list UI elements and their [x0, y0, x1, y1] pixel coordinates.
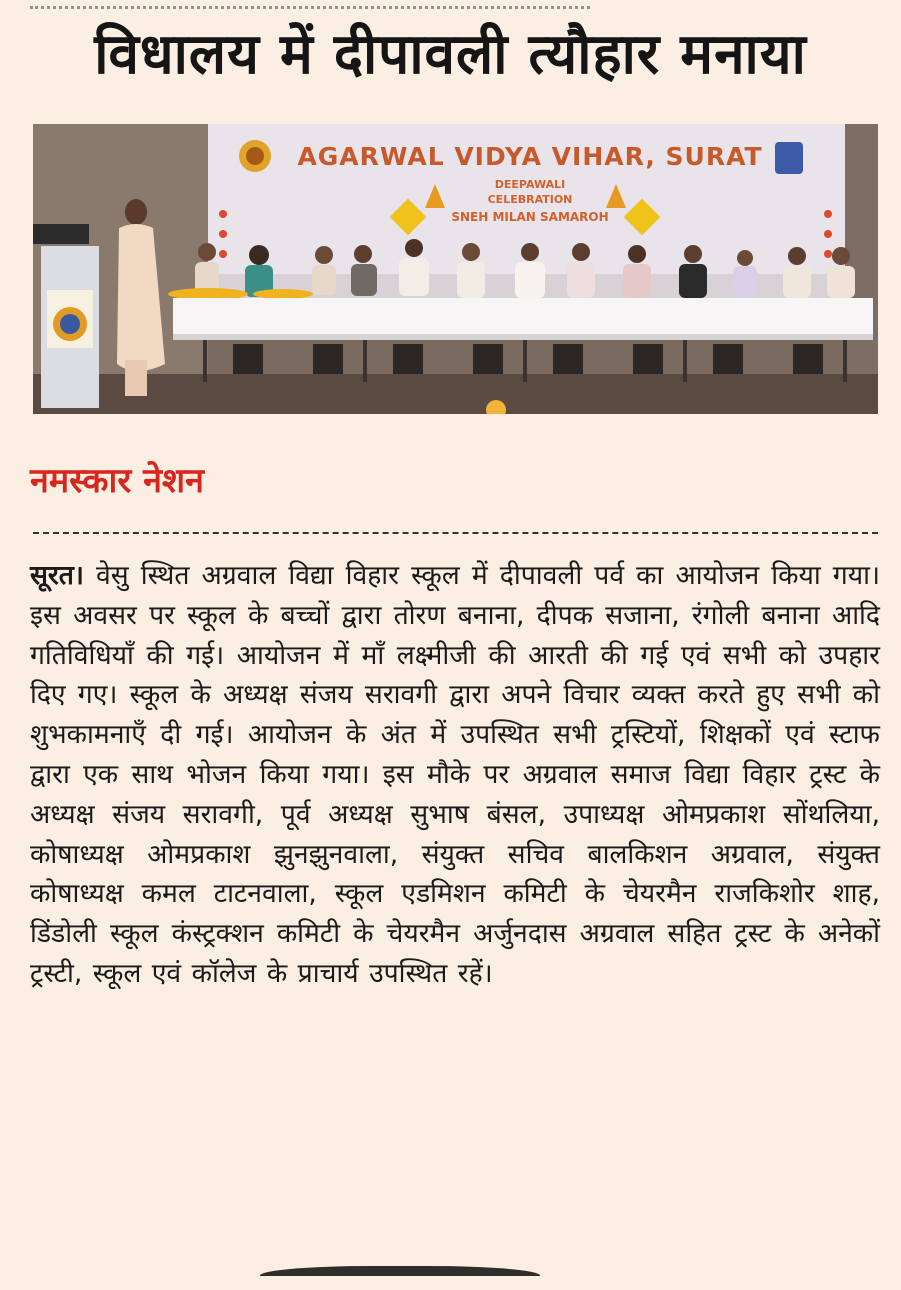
source-credit: नमस्कार नेशन — [30, 461, 204, 501]
photo-banner-line1: DEEPAWALI — [494, 178, 566, 191]
event-photo — [33, 124, 878, 414]
photo-banner-line2: CELEBRATION — [487, 193, 573, 206]
photo-banner-line3: SNEH MILAN SAMAROH — [451, 210, 609, 224]
dateline: सूरत। — [30, 560, 84, 591]
next-article-fragment — [260, 1266, 540, 1290]
previous-article-fragment — [30, 0, 590, 9]
photo-banner-title: AGARWAL VIDYA VIHAR, SURAT — [297, 142, 763, 171]
dashed-divider — [33, 532, 878, 534]
article-body — [30, 556, 880, 994]
article-body-text: वेसु स्थित अग्रवाल विद्या विहार स्कूल में दीपावली पर्व का आयोजन किया गया। इस अवसर पर स्कूल के बच्चों द्वारा तोरण बनाना, दीपक सजाना, रंगोली बनाना आदि गतिविधियाँ की गई। आयोजन में माँ लक्ष्मीजी की आरती की गई एवं सभी को उपहार दिए गए। स्कूल के अध्यक्ष संजय सरावगी द्वारा अपने विचार व्यक्त करते हुए सभी को शुभकामनाएँ दी गई। आयोजन के अंत में उपस्थित सभी ट्रस्टियों, शिक्षकों एवं स्टाफ द्वारा एक साथ भोजन किया गया। इस मौके पर अग्रवाल समाज विद्या विहार ट्रस्ट के अध्यक्ष संजय सरावगी, पूर्व अध्यक्ष सुभाष बंसल, उपाध्यक्ष ओमप्रकाश सोंथलिया, कोषाध्यक्ष ओमप्रकाश झुनझुनवाला, संयुक्त सचिव बालकिशन अग्रवाल, संयुक्त कोषाध्यक्ष कमल टाटनवाला, स्कूल एडमिशन कमिटी के चेयरमैन राजकिशोर शाह, डिंडोली स्कूल कंस्ट्रक्शन कमिटी के चेयरमैन अर्जुनदास अग्रवाल सहित ट्रस्ट के अनेकों ट्रस्टी, स्कूल एवं कॉलेज के प्राचार्य उपस्थित रहें। — [30, 560, 880, 989]
headline: विधालय में दीपावली त्यौहार मनाया — [94, 22, 807, 87]
